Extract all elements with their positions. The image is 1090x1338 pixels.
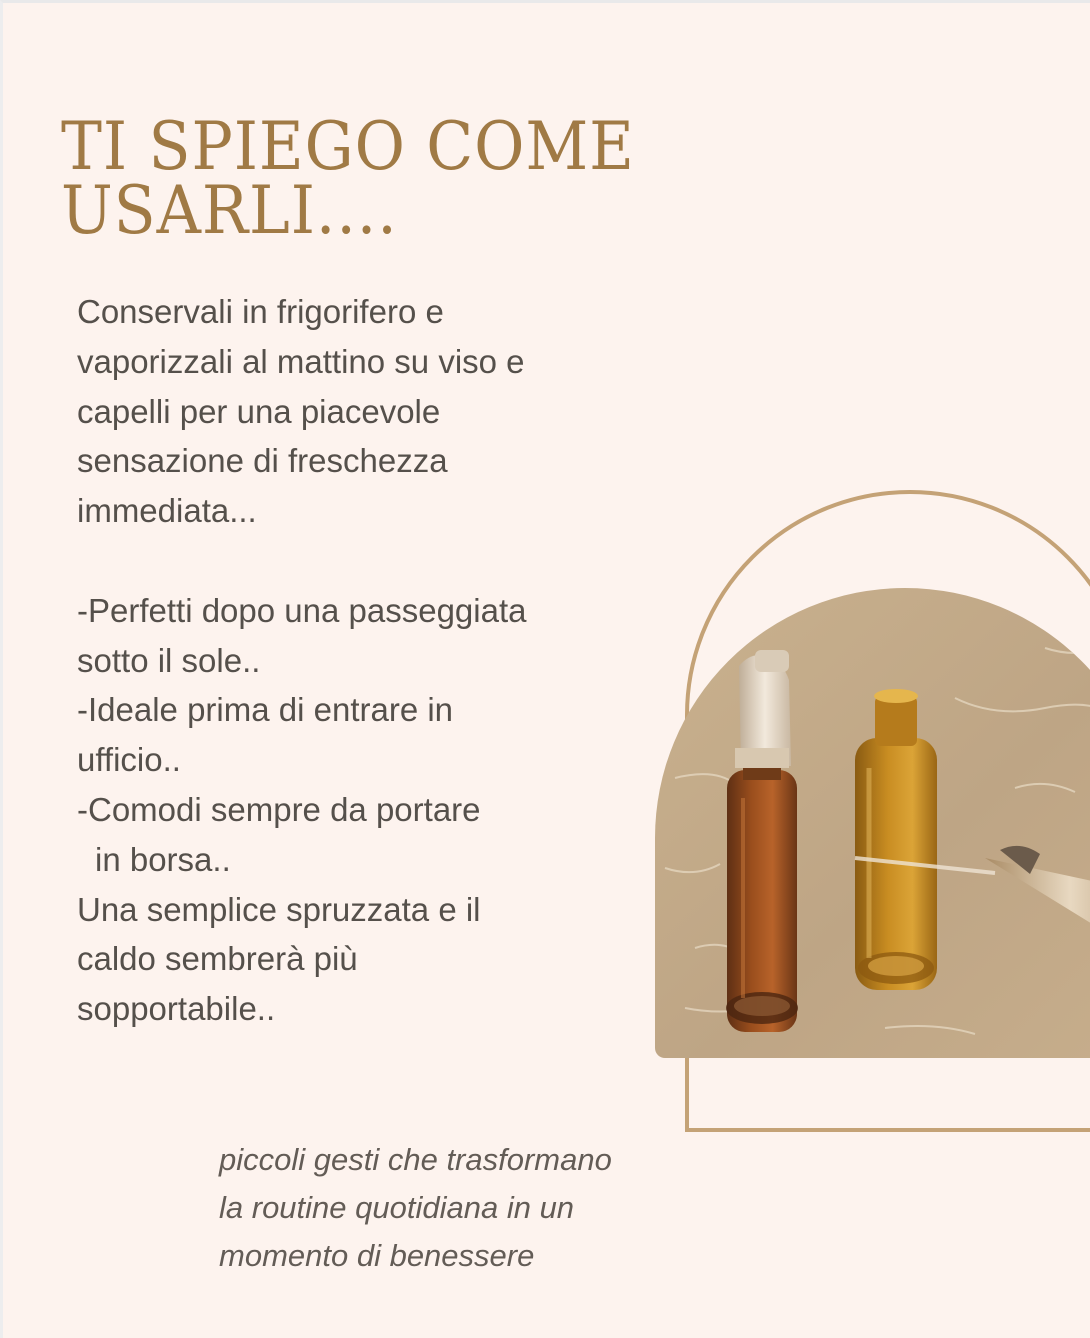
paragraph-spacer <box>77 536 637 586</box>
closing-line: caldo sembrerà più <box>77 940 358 978</box>
bullet-line: -Comodi sempre da portare <box>77 790 481 828</box>
closing-line: sopportabile.. <box>77 990 276 1028</box>
bullet-line: in borsa.. <box>95 840 231 878</box>
intro-line: immediata... <box>77 492 257 530</box>
bullet-line: -Perfetti dopo una passeggiata <box>77 591 527 629</box>
intro-line: vaporizzali al mattino su viso e <box>77 342 525 380</box>
bullet-line: sotto il sole.. <box>77 641 261 679</box>
page-title <box>61 108 635 249</box>
intro-line: Conservali in frigorifero e <box>77 293 444 330</box>
usage-instructions <box>77 287 637 1034</box>
tagline-line: la routine quotidiana in un <box>219 1190 575 1225</box>
title-line-2: USARLI.... <box>61 172 398 249</box>
bullet-line: -Ideale prima di entrare in <box>77 691 454 729</box>
closing-line: Una semplice spruzzata e il <box>77 890 481 928</box>
bullet-line: ufficio.. <box>77 741 181 779</box>
tagline-line: piccoli gesti che trasformano <box>219 1142 612 1177</box>
tagline-line: momento di benessere <box>219 1238 535 1273</box>
title-line-1: TI SPIEGO COME <box>61 108 635 185</box>
intro-line: sensazione di freschezza <box>77 442 448 480</box>
intro-line: capelli per una piacevole <box>77 392 441 430</box>
tagline <box>219 1136 612 1280</box>
